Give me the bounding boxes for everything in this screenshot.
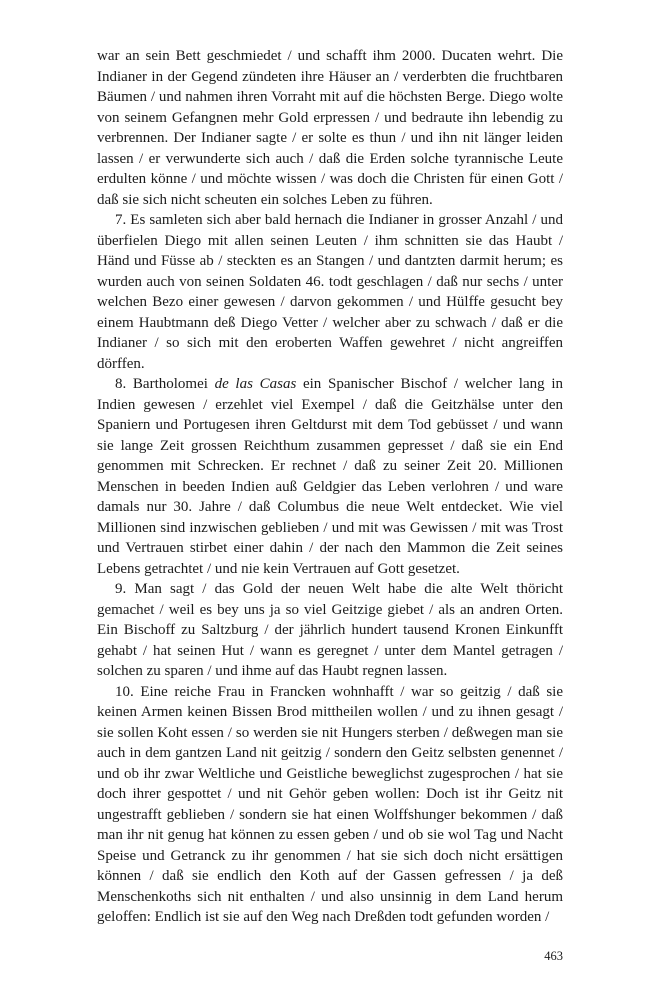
paragraph-run: ein Spanischer Bischof / welcher lang in Indien gewesen / erzehlet viel Exempel / daß die Geitzhälse unter den Spaniern und Portugesen ihren Geltdurst mit dem Tod gebüsset / und wann sie lange Zeit grossen Reichthum zusammen gepresset / daß sie ein End genommen mit Schrecken. Er rechnet / daß zu seiner Zeit 20. Millionen Menschen in beeden Indien auß Geldgier das Leben verlohren / und ware damals nur 30. Jahre / daß Columbus die neue Welt entdecket. Wie viel Millionen sind inzwischen geblieben / und mit was Gewissen / mit was Trost und Vertrauen stirbet einer dahin / der nach den Mammon die Zeit seines Lebens getrachtet / und nie kein Vertrauen auf Gott gesetzet. [97, 376, 563, 577]
paragraph-9: 9. Man sagt / das Gold der neuen Welt habe die alte Welt thöricht gemachet / weil es bey uns ja so viel Geitzige giebet / als an andren Orten. Ein Bischoff zu Saltzburg / der jährlich hundert tausend Kronen Einkunfft gehabt / hat seinen Hut / wann es geregnet / unter dem Mantel getragen / solchen zu sparen / und ihme auf das Haubt regnen lassen. [97, 581, 563, 679]
paragraph-run: 8. Bartholomei [115, 376, 215, 392]
paragraph-continuation: war an sein Bett geschmiedet / und schafft ihm 2000. Ducaten wehrt. Die Indianer in der Gegend zündeten ihre Häuser an / verderbten die fruchtbaren Bäumen / und nahmen ihren Vorraht mit auf die höchsten Berge. Diego wolte von seinem Gefangnen mehr Gold erpressen / und bedraute ihn lebendig zu verbrennen. Der Indianer sagte / er solte es thun / und ihn nit länger leiden lassen / er verwunderte sich auch / daß die Erden solche tyrannische Leute erdulten könne / und möchte wissen / was doch die Christen für einen Gott / daß sie sich nicht scheuten ein solches Leben zu führen. [97, 48, 563, 208]
text-block [97, 46, 563, 928]
paragraph-run-italic: de las Casas [214, 376, 297, 392]
paragraph-8 [97, 374, 563, 579]
paragraph-7: 7. Es samleten sich aber bald hernach die Indianer in grosser Anzahl / und überfielen Diego mit allen seinen Leuten / ihm schnitten sie das Haubt / Händ und Füsse ab / steckten es an Stangen / und dantzten darmit herum; es wurden auch von seinen Soldaten 46. todt geschlagen / daß nur sechs / unter welchen Bezo einer gewesen / darvon gekommen / und Hülffe gesucht bey einem Haubtmann deß Diego Vetter / welcher aber zu schwach / daß er die Indianer / so sich mit den eroberten Waffen gewehret / nicht angreiffen dörffen. [97, 212, 563, 372]
paragraph-10: 10. Eine reiche Frau in Francken wohnhafft / war so geitzig / daß sie keinen Armen keinen Bissen Brod mittheilen wollen / und zu ihnen gesagt / sie sollen Koht essen / so werden sie nit Hungers sterben / deßwegen man sie auch in dem gantzen Land nit geitzig / sondern den Geitz selbsten genennet / und ob ihr zwar Weltliche und Geistliche beweglichst zugesprochen / hat sie doch ihrer gespottet / und nit Gehör geben wollen: Doch ist ihr Geitz nit ungestrafft geblieben / sondern sie hat einen Wolffshunger bekommen / daß man ihr nit genug hat können zu essen geben / und ob sie wol Tag und Nacht Speise und Getranck zu ihr genommen / hat sie sich doch nicht ersättigen können / daß sie endlich den Koth auf der Gassen gefressen / ja deß Menschenkoths sich nit enthalten / und also unsinnig in dem Land herum geloffen: Endlich ist sie auf den Weg nach Dreßden todt gefunden worden / [97, 683, 563, 925]
page-number: 463 [544, 949, 563, 963]
